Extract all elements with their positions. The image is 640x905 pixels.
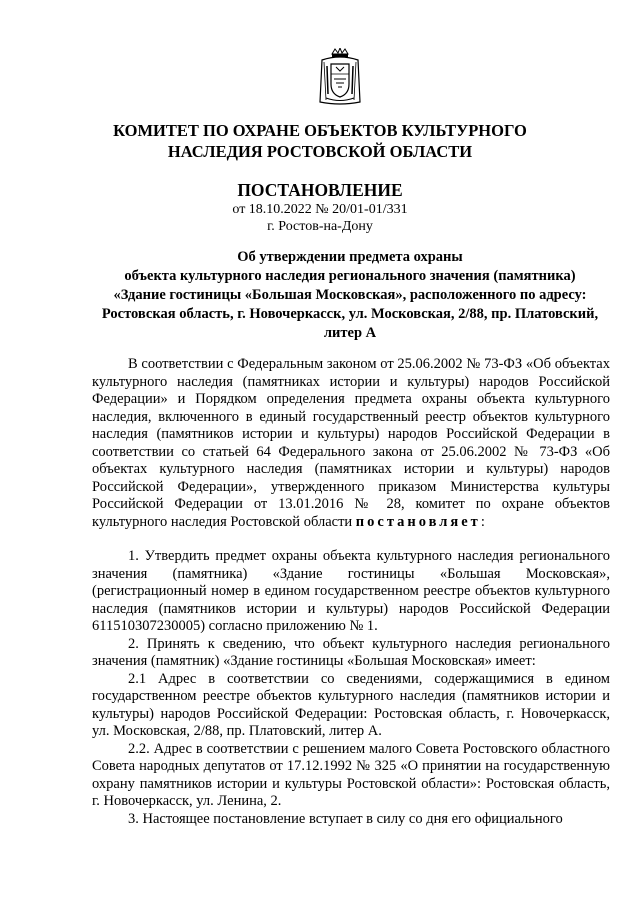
city: г. Ростов-на-Дону	[267, 219, 373, 234]
date-number: от 18.10.2022 № 20/01-01/331	[232, 202, 408, 217]
preamble-text: В соответствии с Федеральным законом от 25.06.2002 № 73-ФЗ «Об объектах культурного наследия (памятниках истории и культуры) народов Российской Федерации» и Порядком определения предмета охраны объекта культурного наследия, включенного в единый государственный реестр объектов культурного наследия (памятников истории и культуры) народов Российской Федерации в соответствии со статьей 64 Федерального закона от 25.06.2002 № 73-ФЗ «Об объектах культурного наследия (памятниках истории и культуры) народов Российской Федерации», утвержденного приказом Министерства культуры Российской Федерации от 13.01.2016 № 28, комитет по охране объектов культурного наследия Ростовской области	[92, 356, 610, 530]
document-type: ПОСТАНОВЛЕНИЕ	[237, 180, 403, 200]
title-line-1: Об утверждении предмета охраны	[237, 249, 463, 265]
document-body	[92, 356, 610, 828]
item-2-1: 2.1 Адрес в соответствии со сведениями, содержащимися в едином государственном реестре объектов культурного наследия (памятников истории и культуры) народов Российской Федерации: Ростовская область, г. Новочеркасск, ул. Московская, 2/88, пр. Платовский, литер А.	[92, 670, 610, 739]
document-title	[88, 248, 612, 343]
org-line-2: НАСЛЕДИЯ РОСТОВСКОЙ ОБЛАСТИ	[167, 142, 473, 161]
preamble-paragraph	[92, 356, 610, 531]
resolves-word: постановляет	[355, 513, 481, 530]
title-line-5: литер А	[323, 325, 377, 341]
title-line-2: объекта культурного наследия регионального значения (памятника)	[124, 268, 576, 284]
item-2: 2. Принять к сведению, что объект культурного наследия регионального значения (памятник) «Здание гостиницы «Большая Московская» имеет:	[92, 635, 610, 669]
coat-of-arms-icon	[318, 48, 362, 106]
item-2-2: 2.2. Адрес в соответствии с решением малого Совета Ростовского областного Совета народных депутатов от 17.12.1992 № 325 «О принятии на государственную охрану памятников истории и культуры Ростовской области»: Ростовская область, г. Новочеркасск, ул. Ленина, 2.	[92, 740, 610, 809]
resolves-colon: :	[480, 513, 485, 530]
org-line-1: КОМИТЕТ ПО ОХРАНЕ ОБЪЕКТОВ КУЛЬТУРНОГО	[113, 121, 527, 140]
item-1: 1. Утвердить предмет охраны объекта культурного наследия регионального значения (памятника) «Здание гостиницы «Большая Московская», (регистрационный номер в едином государственном реестре объектов культурного наследия (памятников истории и культуры) народов Российской Федерации 611510307230005) согласно приложению № 1.	[92, 548, 610, 634]
title-line-4: Ростовская область, г. Новочеркасск, ул. Московская, 2/88, пр. Платовский,	[101, 306, 599, 322]
organization-name	[0, 120, 640, 162]
item-3: 3. Настоящее постановление вступает в силу со дня его официального	[128, 810, 563, 827]
title-line-3: «Здание гостиницы «Большая Московская», расположенного по адресу:	[113, 287, 587, 303]
